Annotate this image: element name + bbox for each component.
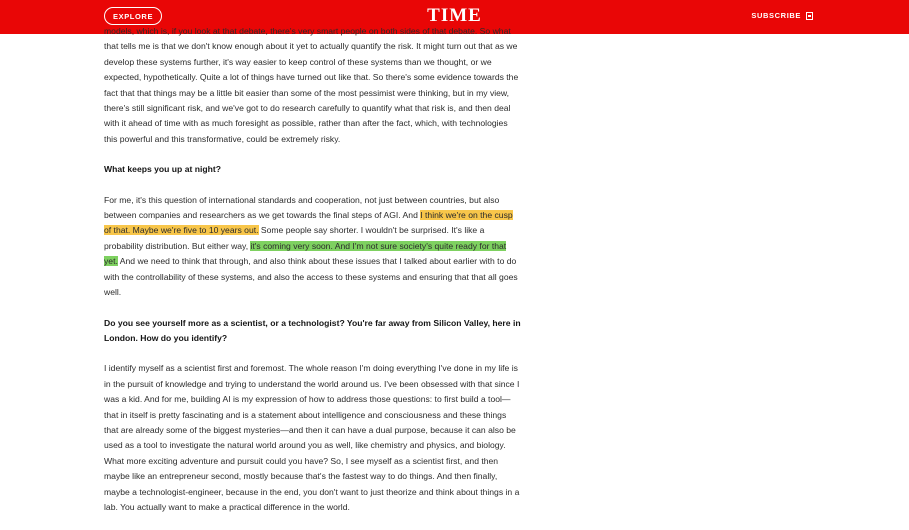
bookmark-icon: [806, 12, 813, 20]
paragraph-standards: [104, 193, 522, 301]
paragraph-identity: I identify myself as a scientist first and foremost. The whole reason I'm doing everything I've done in my life is in the pursuit of knowledge and trying to understand the world around us. I've been obsessed with that since I was a kid. And for me, building AI is my expression of how to address those questions: to first build a tool—that in itself is pretty fascinating and is a statement about intelligence and consciousness and these things that are already some of the biggest mysteries—and then it can have a dual purpose, because it can also be used as a tool to investigate the natural world around you as well, like chemistry and physics, and biology. What more exciting adventure and pursuit could you have? So, I see myself as a scientist first, and then maybe like an entrepreneur second, mostly because that's the fastest way to do things. And then finally, maybe a technologist-engineer, because in the end, you don't want to just theorize and think about things in a lab. You actually want to make a practical difference in the world.: [104, 363, 520, 512]
text-segment: For me, it's this question of international standards and cooperation, not just between countries, but also between companies and researchers as we get towards the final steps of AGI. And: [104, 194, 500, 221]
subscribe-link[interactable]: [751, 11, 813, 20]
article-body: [104, 24, 522, 530]
highlight-yellow[interactable]: I think we're on the cusp of that. Maybe we're five to 10 years out.: [104, 210, 513, 236]
question-scientist: Do you see yourself more as a scientist, or a technologist? You're far away from Silicon Valley, here in London. How do you identify?: [104, 317, 521, 343]
subscribe-label: SUBSCRIBE: [751, 11, 801, 20]
paragraph-risk: models, which is, if you look at that debate, there's very smart people on both sides of that debate. So what that tells me is that we don't know enough about it yet to actually quantify the risk. It might turn out that as we develop these systems further, it's way easier to keep control of these systems than we thought, or we expected, hypothetically. Quite a lot of things have turned out like that. So there's some evidence towards the fact that that things may be a little bit easier than some of the most pessimist were thinking, but in my view, there's still significant risk, and we've got to do research carefully to quantify what that risk is, and then deal with it ahead of time with as much foresight as possible, rather than after the fact, which, with technologies this powerful and this transformative, could be extremely risky.: [104, 26, 519, 144]
text-segment: Some people say shorter. I wouldn't be surprised. It's like a probability distribution. But either way,: [104, 225, 485, 251]
question-night: What keeps you up at night?: [104, 164, 221, 175]
time-logo[interactable]: TIME: [427, 5, 482, 26]
explore-button[interactable]: EXPLORE: [104, 7, 162, 25]
text-segment: And we need to think that through, and also think about these issues that I talked about earlier with to do with the controllability of these systems, and also the access to these systems and ensuring that that all goes well.: [104, 256, 518, 298]
highlight-green[interactable]: it's coming very soon. And I'm not sure society's quite ready for that yet.: [104, 240, 507, 267]
